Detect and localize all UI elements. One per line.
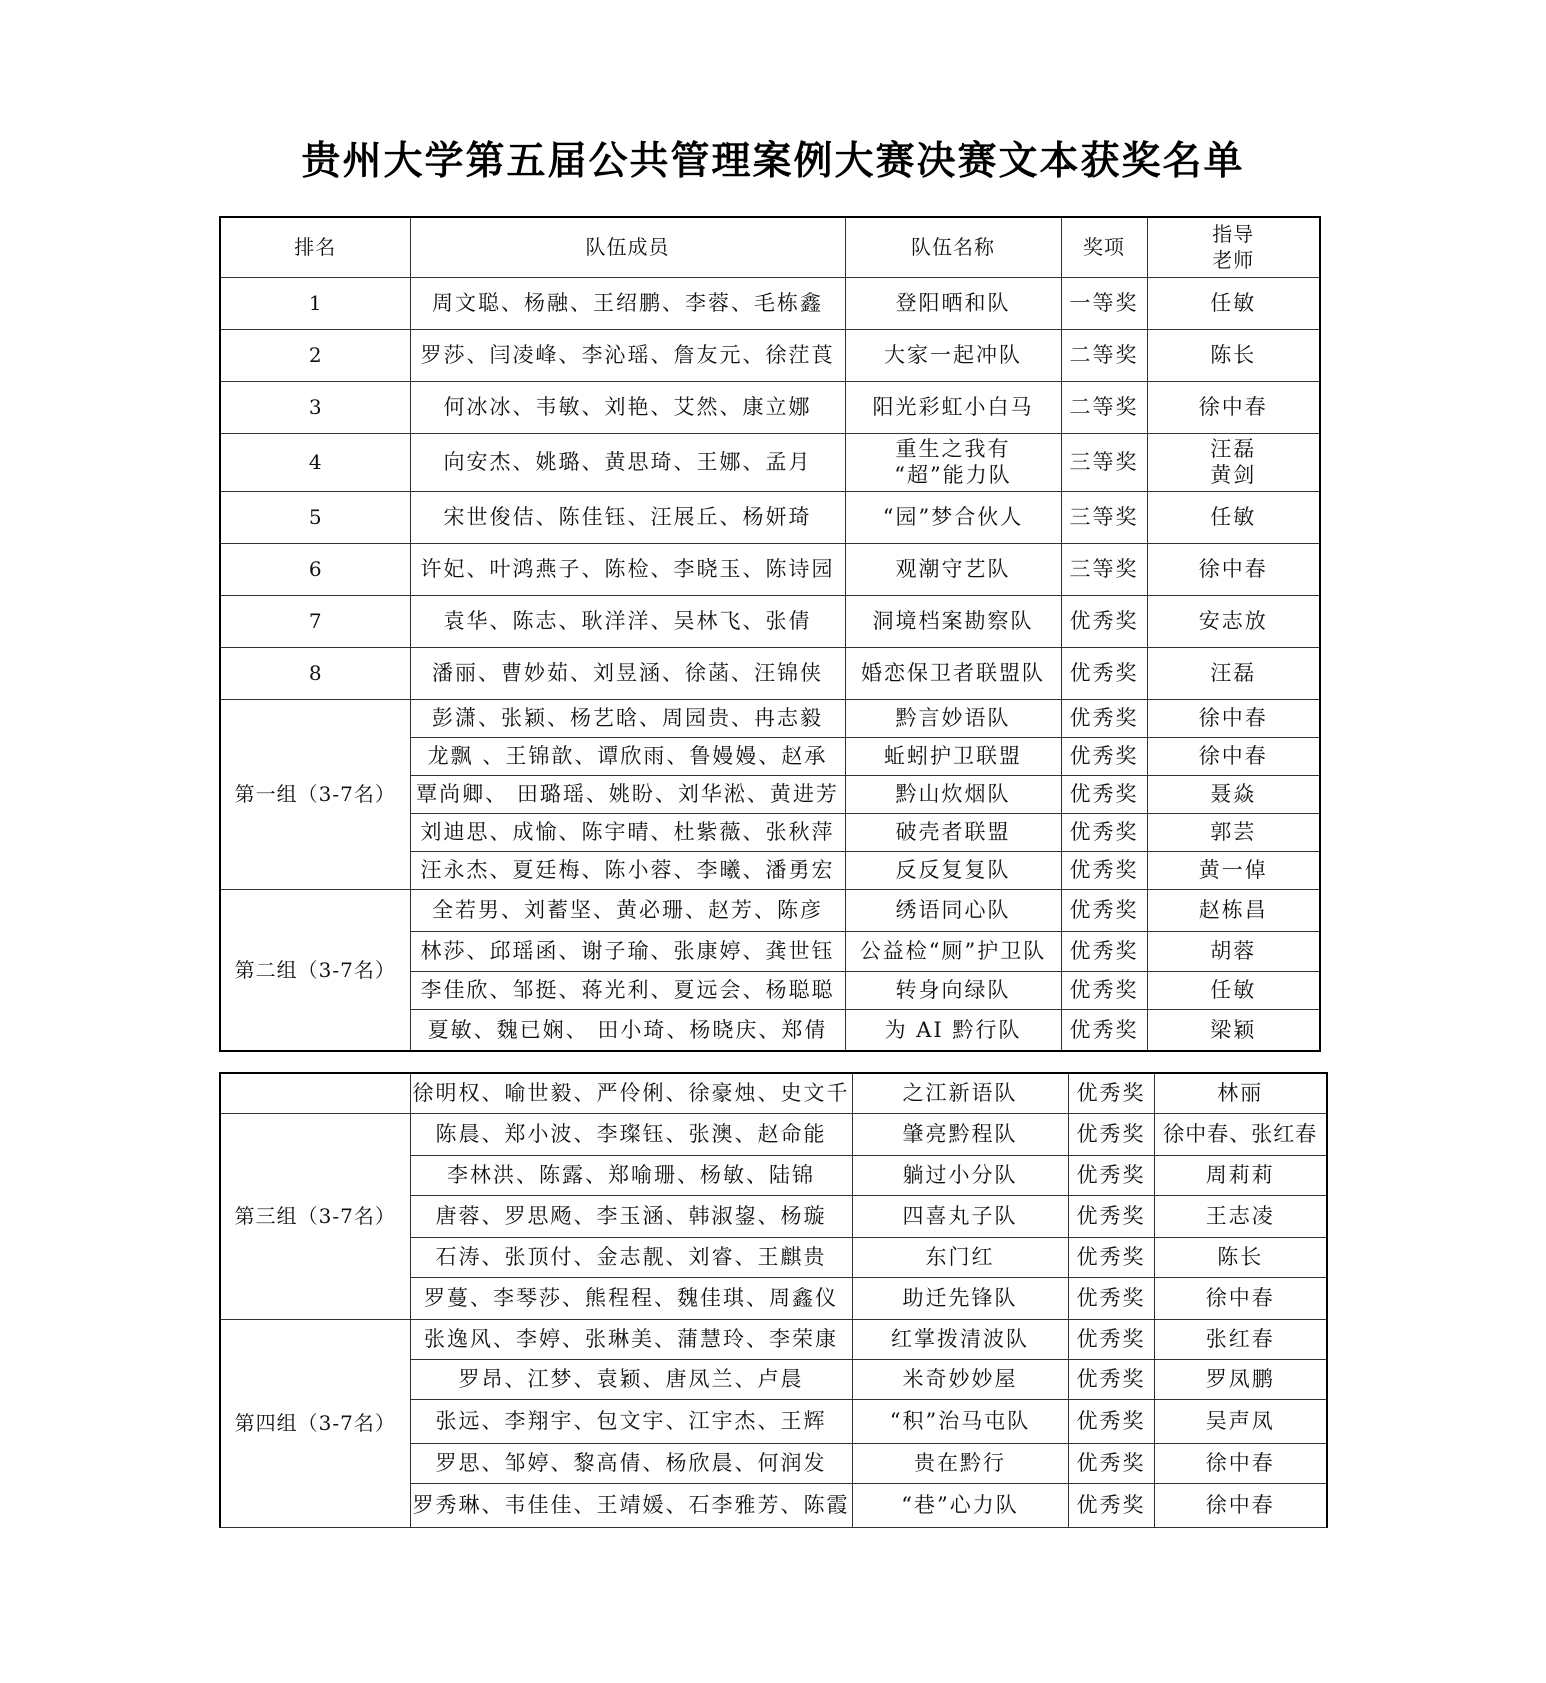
award-cell: 优秀奖 <box>1068 1195 1154 1237</box>
members-cell: 袁华、陈志、耿洋洋、吴林飞、张倩 <box>410 595 845 647</box>
award-cell: 优秀奖 <box>1068 1277 1154 1319</box>
header-advisor: 指导 老师 <box>1147 217 1320 277</box>
team-cell: 蚯蚓护卫联盟 <box>845 737 1061 775</box>
table-row <box>220 647 1320 699</box>
award-cell: 优秀奖 <box>1061 699 1147 737</box>
members-cell: 向安杰、姚璐、黄思琦、王娜、孟月 <box>410 433 845 491</box>
members-cell: 龙飘 、王锦歆、谭欣雨、鲁嫚嫚、赵承 <box>410 737 845 775</box>
advisor-cell: 陈长 <box>1154 1237 1327 1277</box>
advisor-cell: 吴声凤 <box>1154 1399 1327 1443</box>
award-cell: 优秀奖 <box>1061 647 1147 699</box>
members-cell: 唐蓉、罗思飏、李玉涵、韩淑鋆、杨璇 <box>410 1195 852 1237</box>
award-cell: 优秀奖 <box>1061 971 1147 1009</box>
members-cell: 周文聪、杨融、王绍鹏、李蓉、毛栋鑫 <box>410 277 845 329</box>
table-row <box>220 491 1320 543</box>
award-cell: 优秀奖 <box>1068 1483 1154 1527</box>
team-cell: 观潮守艺队 <box>845 543 1061 595</box>
group-label: 第一组（3-7名） <box>220 699 410 889</box>
team-cell: 破壳者联盟 <box>845 813 1061 851</box>
advisor-cell: 任敏 <box>1147 971 1320 1009</box>
team-cell: 阳光彩虹小白马 <box>845 381 1061 433</box>
award-cell: 二等奖 <box>1061 381 1147 433</box>
award-cell: 优秀奖 <box>1068 1359 1154 1399</box>
advisor-cell: 任敏 <box>1147 277 1320 329</box>
award-cell: 优秀奖 <box>1061 775 1147 813</box>
table-row <box>220 329 1320 381</box>
advisor-cell: 林丽 <box>1154 1073 1327 1113</box>
team-cell: 红掌拨清波队 <box>852 1319 1068 1359</box>
members-cell: 张远、李翔宇、包文宇、江宇杰、王辉 <box>410 1399 852 1443</box>
award-cell: 优秀奖 <box>1061 737 1147 775</box>
page-title: 贵州大学第五届公共管理案例大赛决赛文本获奖名单 <box>301 139 1245 184</box>
members-cell: 覃尚卿、 田璐瑶、姚盼、刘华淞、黄进芳 <box>410 775 845 813</box>
team-cell: 黔山炊烟队 <box>845 775 1061 813</box>
advisor-cell: 徐中春 <box>1154 1277 1327 1319</box>
team-cell: 大家一起冲队 <box>845 329 1061 381</box>
team-cell: 躺过小分队 <box>852 1155 1068 1195</box>
group-label: 第三组（3-7名） <box>220 1113 410 1319</box>
members-cell: 罗思、邹婷、黎高倩、杨欣晨、何润发 <box>410 1443 852 1483</box>
group-label: 第二组（3-7名） <box>220 889 410 1051</box>
members-cell: 汪永杰、夏廷梅、陈小蓉、李曦、潘勇宏 <box>410 851 845 889</box>
members-cell: 罗秀琳、韦佳佳、王靖媛、石李雅芳、陈霞 <box>410 1483 852 1527</box>
members-cell: 陈晨、郑小波、李璨钰、张澳、赵命能 <box>410 1113 852 1155</box>
table-row <box>220 433 1320 491</box>
rank-cell: 1 <box>220 277 410 329</box>
advisor-cell: 王志凌 <box>1154 1195 1327 1237</box>
table-row <box>220 1073 1327 1113</box>
rank-cell: 3 <box>220 381 410 433</box>
table-row <box>220 277 1320 329</box>
members-cell: 徐明权、喻世毅、严伶俐、徐豪烛、史文千 <box>410 1073 852 1113</box>
award-cell: 优秀奖 <box>1061 1009 1147 1051</box>
award-cell: 三等奖 <box>1061 433 1147 491</box>
table-row <box>220 543 1320 595</box>
team-cell: 公益检“厕”护卫队 <box>845 931 1061 971</box>
award-cell: 二等奖 <box>1061 329 1147 381</box>
advisor-cell: 聂焱 <box>1147 775 1320 813</box>
team-cell: 四喜丸子队 <box>852 1195 1068 1237</box>
members-cell: 彭潇、张颖、杨艺晗、周园贵、冉志毅 <box>410 699 845 737</box>
advisor-cell: 汪磊 黄剑 <box>1147 433 1320 491</box>
award-cell: 优秀奖 <box>1068 1319 1154 1359</box>
members-cell: 李佳欣、邹挺、蒋光利、夏远会、杨聪聪 <box>410 971 845 1009</box>
advisor-cell: 张红春 <box>1154 1319 1327 1359</box>
rank-cell: 6 <box>220 543 410 595</box>
team-cell: 肇亮黔程队 <box>852 1113 1068 1155</box>
advisor-cell: 陈长 <box>1147 329 1320 381</box>
advisor-cell: 徐中春 <box>1154 1483 1327 1527</box>
award-cell: 优秀奖 <box>1068 1155 1154 1195</box>
award-cell: 优秀奖 <box>1068 1399 1154 1443</box>
advisor-cell: 汪磊 <box>1147 647 1320 699</box>
header-award: 奖项 <box>1061 217 1147 277</box>
team-cell: 东门红 <box>852 1237 1068 1277</box>
awards-table <box>219 216 1321 1052</box>
award-cell: 一等奖 <box>1061 277 1147 329</box>
members-cell: 李林洪、陈露、郑喻珊、杨敏、陆锦 <box>410 1155 852 1195</box>
table-row <box>220 1319 1327 1359</box>
team-cell: 婚恋保卫者联盟队 <box>845 647 1061 699</box>
advisor-cell: 胡蓉 <box>1147 931 1320 971</box>
advisor-cell: 罗凤鹏 <box>1154 1359 1327 1399</box>
rank-cell: 7 <box>220 595 410 647</box>
team-cell: “巷”心力队 <box>852 1483 1068 1527</box>
advisor-cell: 徐中春 <box>1147 737 1320 775</box>
advisor-cell: 赵栋昌 <box>1147 889 1320 931</box>
award-cell: 三等奖 <box>1061 543 1147 595</box>
members-cell: 潘丽、曹妙茹、刘昱涵、徐菡、汪锦侠 <box>410 647 845 699</box>
award-cell: 优秀奖 <box>1061 595 1147 647</box>
rank-cell: 8 <box>220 647 410 699</box>
team-cell: “积”治马屯队 <box>852 1399 1068 1443</box>
team-cell: 登阳晒和队 <box>845 277 1061 329</box>
award-cell: 优秀奖 <box>1061 851 1147 889</box>
team-cell: 助迁先锋队 <box>852 1277 1068 1319</box>
advisor-cell: 徐中春 <box>1154 1443 1327 1483</box>
group-label: 第四组（3-7名） <box>220 1319 410 1527</box>
table-row <box>220 889 1320 931</box>
advisor-cell: 安志放 <box>1147 595 1320 647</box>
rank-cell: 5 <box>220 491 410 543</box>
table-row <box>220 1113 1327 1155</box>
members-cell: 许妃、叶鸿燕子、陈检、李晓玉、陈诗园 <box>410 543 845 595</box>
team-cell: 为 AI 黔行队 <box>845 1009 1061 1051</box>
team-cell: 重生之我有 “超”能力队 <box>845 433 1061 491</box>
advisor-cell: 徐中春 <box>1147 699 1320 737</box>
members-cell: 夏敏、魏已娴、 田小琦、杨晓庆、郑倩 <box>410 1009 845 1051</box>
award-cell: 优秀奖 <box>1068 1113 1154 1155</box>
advisor-cell: 徐中春、张红春 <box>1154 1113 1327 1155</box>
advisor-cell: 黄一倬 <box>1147 851 1320 889</box>
members-cell: 全若男、刘蓄坚、黄必珊、赵芳、陈彦 <box>410 889 845 931</box>
advisor-cell: 任敏 <box>1147 491 1320 543</box>
award-cell: 三等奖 <box>1061 491 1147 543</box>
award-cell: 优秀奖 <box>1061 931 1147 971</box>
table-row <box>220 381 1320 433</box>
team-cell: 之江新语队 <box>852 1073 1068 1113</box>
table-header-row <box>220 217 1320 277</box>
team-cell: 贵在黔行 <box>852 1443 1068 1483</box>
team-cell: 洞境档案勘察队 <box>845 595 1061 647</box>
members-cell: 刘迪思、成愉、陈宇晴、杜紫薇、张秋萍 <box>410 813 845 851</box>
header-rank: 排名 <box>220 217 410 277</box>
advisor-cell: 徐中春 <box>1147 543 1320 595</box>
awards-table-continued <box>219 1072 1328 1528</box>
table-row <box>220 699 1320 737</box>
award-cell: 优秀奖 <box>1068 1237 1154 1277</box>
rank-cell: 4 <box>220 433 410 491</box>
members-cell: 罗蔓、李琴莎、熊程程、魏佳琪、周鑫仪 <box>410 1277 852 1319</box>
table-row <box>220 595 1320 647</box>
header-members: 队伍成员 <box>410 217 845 277</box>
rank-cell: 2 <box>220 329 410 381</box>
advisor-cell: 梁颖 <box>1147 1009 1320 1051</box>
award-cell: 优秀奖 <box>1061 889 1147 931</box>
team-cell: “园”梦合伙人 <box>845 491 1061 543</box>
team-cell: 绣语同心队 <box>845 889 1061 931</box>
award-cell: 优秀奖 <box>1068 1073 1154 1113</box>
members-cell: 罗昂、江梦、袁颖、唐凤兰、卢晨 <box>410 1359 852 1399</box>
award-cell: 优秀奖 <box>1061 813 1147 851</box>
team-cell: 米奇妙妙屋 <box>852 1359 1068 1399</box>
members-cell: 何冰冰、韦敏、刘艳、艾然、康立娜 <box>410 381 845 433</box>
advisor-cell: 周莉莉 <box>1154 1155 1327 1195</box>
members-cell: 石涛、张顶付、金志靓、刘睿、王麒贵 <box>410 1237 852 1277</box>
members-cell: 宋世俊佶、陈佳钰、汪展丘、杨妍琦 <box>410 491 845 543</box>
team-cell: 转身向绿队 <box>845 971 1061 1009</box>
header-team: 队伍名称 <box>845 217 1061 277</box>
members-cell: 张逸风、李婷、张琳美、蒲慧玲、李荣康 <box>410 1319 852 1359</box>
members-cell: 林莎、邱瑶函、谢子瑜、张康婷、龚世钰 <box>410 931 845 971</box>
advisor-cell: 郭芸 <box>1147 813 1320 851</box>
members-cell: 罗莎、闫凌峰、李沁瑶、詹友元、徐茳莨 <box>410 329 845 381</box>
award-cell: 优秀奖 <box>1068 1443 1154 1483</box>
group-label-empty <box>220 1073 410 1113</box>
advisor-cell: 徐中春 <box>1147 381 1320 433</box>
team-cell: 反反复复队 <box>845 851 1061 889</box>
team-cell: 黔言妙语队 <box>845 699 1061 737</box>
